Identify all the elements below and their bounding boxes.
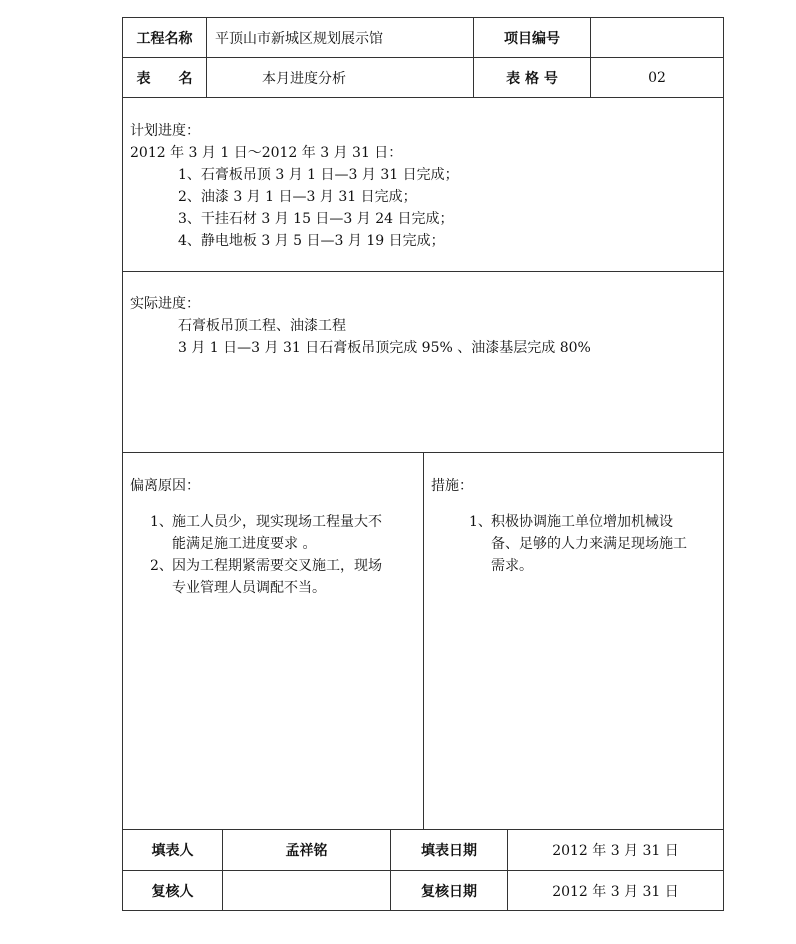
form-no-label: 表 格 号: [506, 70, 558, 87]
review-date-label: 复核日期: [421, 884, 477, 900]
plan-item-list: [130, 164, 715, 252]
fill-date-label: 填表日期: [421, 843, 477, 859]
measures-list: [431, 511, 721, 577]
measures-section: [431, 475, 721, 577]
item-number: 1、: [469, 514, 492, 530]
item-line: 能满足施工进度要求 。: [172, 536, 317, 552]
item-line: 因为工程期紧需要交叉施工，现场: [172, 558, 382, 574]
reviewer-label: 复核人: [151, 884, 194, 900]
reviewer-value: [223, 871, 390, 911]
project-name-value: 平顶山市新城区规划展示馆: [215, 30, 383, 47]
measures-title: 措施：: [431, 478, 473, 494]
deviation-section: [130, 475, 420, 599]
item-line: 专业管理人员调配不当。: [172, 580, 326, 596]
row-divider: [122, 97, 724, 98]
item-line: 备、足够的人力来满足现场施工: [491, 536, 687, 552]
filler-label: 填表人: [151, 843, 194, 859]
form-name-label: 表 名: [136, 70, 193, 87]
item-line: 需求。: [491, 558, 533, 574]
item-number: 2、: [150, 558, 173, 574]
deviation-item: [150, 555, 420, 599]
project-name-label: 工程名称: [136, 30, 193, 47]
deviation-item: [150, 511, 420, 555]
plan-item: 3、干挂石材 3 月 15 日—3 月 24 日完成；: [178, 211, 454, 227]
col-divider: [423, 452, 424, 829]
plan-title: 计划进度：: [130, 123, 200, 139]
deviation-title: 偏离原因：: [130, 478, 200, 494]
plan-item: 2、油漆 3 月 1 日—3 月 31 日完成；: [178, 189, 417, 205]
actual-line: 3 月 1 日—3 月 31 日石膏板吊顶完成 95% 、油漆基层完成 80%: [178, 340, 591, 356]
plan-section: [130, 120, 715, 252]
form-name-value: 本月进度分析: [262, 70, 346, 87]
row-divider: [122, 271, 724, 272]
actual-section: [130, 293, 715, 359]
plan-period: 2012 年 3 月 1 日～2012 年 3 月 31 日：: [130, 145, 403, 161]
item-line: 积极协调施工单位增加机械设: [491, 514, 673, 530]
review-date-value: 2012 年 3 月 31 日: [552, 884, 679, 900]
project-no-value: [591, 18, 723, 57]
measures-item: [469, 511, 721, 577]
plan-item: 4、静电地板 3 月 5 日—3 月 19 日完成；: [178, 233, 445, 249]
item-number: 1、: [150, 514, 173, 530]
actual-title: 实际进度：: [130, 296, 200, 312]
project-no-label: 项目编号: [504, 30, 560, 47]
form-no-value: 02: [648, 69, 666, 86]
item-line: 施工人员少，现实现场工程量大不: [172, 514, 382, 530]
plan-item: 1、石膏板吊顶 3 月 1 日—3 月 31 日完成；: [178, 167, 459, 183]
filler-value: 孟祥铭: [285, 843, 328, 859]
actual-line: 石膏板吊顶工程、油漆工程: [178, 318, 346, 334]
fill-date-value: 2012 年 3 月 31 日: [552, 843, 679, 859]
deviation-list: [130, 511, 420, 599]
